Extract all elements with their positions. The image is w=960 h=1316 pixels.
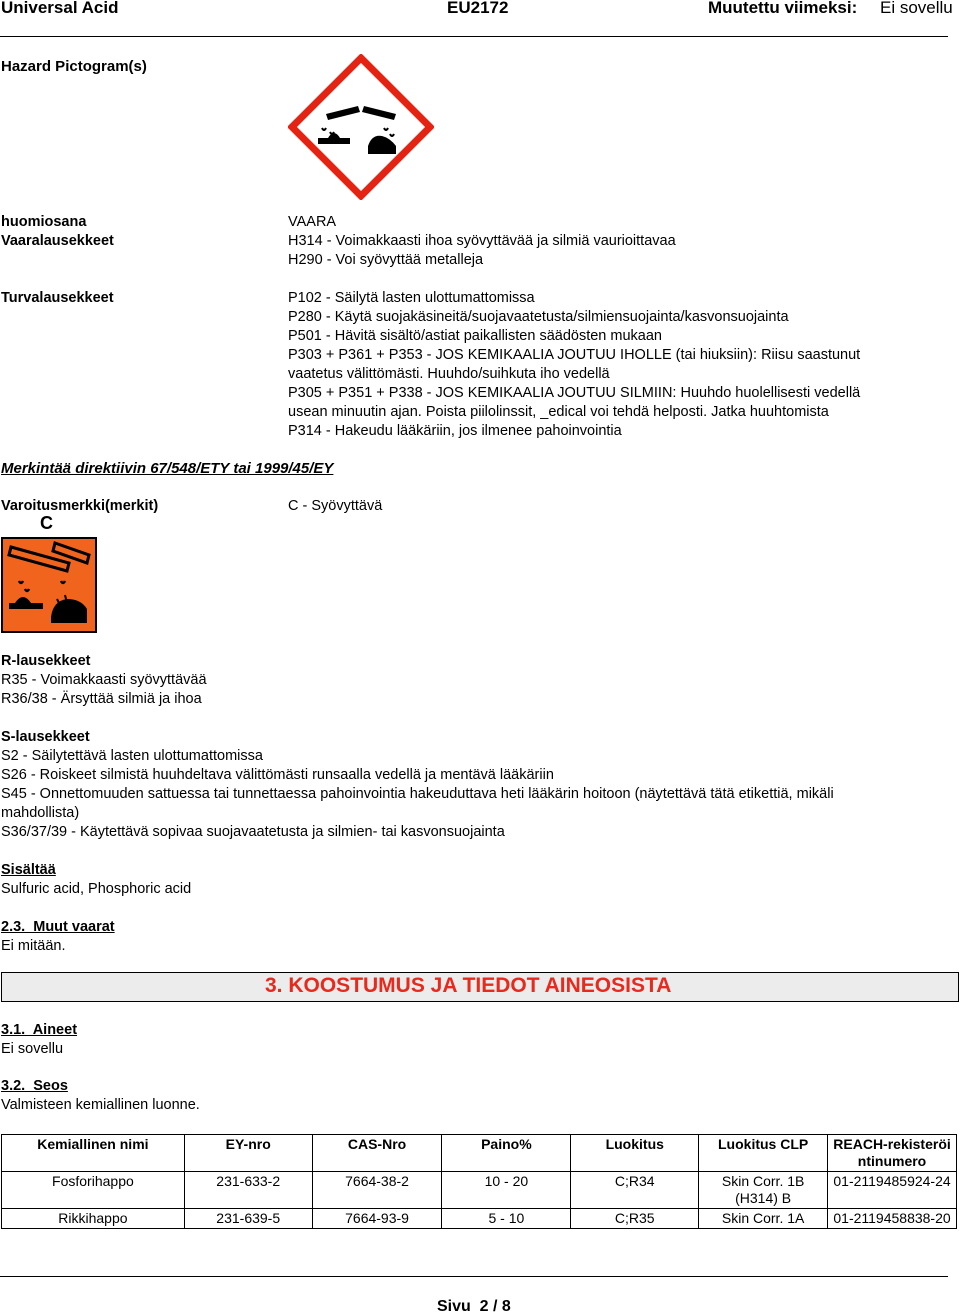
footer-divider (0, 1276, 948, 1277)
mixtures-value: Valmisteen kemiallinen luonne. (1, 1097, 200, 1113)
substances-heading: 3.1. Aineet (1, 1022, 78, 1038)
warning-symbol-label: Varoitusmerkki(merkit) (1, 498, 159, 514)
s-phrase: S45 - Onnettomuuden sattuessa tai tunnettaessa pahoinvointia hakeuduttava heti lääkärin hoitoon (näytettävä tätä etikettiä, mikäli (1, 786, 834, 802)
revised-value: Ei sovellu (880, 0, 953, 17)
other-hazards-value: Ei mitään. (1, 938, 66, 954)
substances-value: Ei sovellu (1, 1041, 64, 1057)
table-header-row (2, 1135, 957, 1172)
cell-cas-number: 7664-38-2 (312, 1172, 442, 1209)
revised-label: Muutettu viimeksi: (708, 0, 858, 17)
r-phrase: R36/38 - Ärsyttää silmiä ja ihoa (1, 691, 202, 707)
composition-table (1, 1134, 957, 1229)
pictogram-heading: Hazard Pictogram(s) (1, 58, 147, 75)
precautionary-line: P303 + P361 + P353 - JOS KEMIKAALIA JOUTUU IHOLLE (tai hiuksiin): Riisu saastunut (288, 347, 861, 363)
precautionary-line: P280 - Käytä suojakäsineitä/suojavaatetusta/silmiensuojainta/kasvonsuojainta (288, 309, 789, 325)
precautionary-line: P314 - Hakeudu lääkäriin, jos ilmenee pahoinvointia (288, 423, 622, 439)
contains-heading: Sisältää (1, 862, 56, 878)
hazard-statement: H314 - Voimakkaasti ihoa syövyttävää ja silmiä vaurioittavaa (288, 233, 676, 249)
signal-word-label: huomiosana (1, 214, 87, 230)
directive-heading: Merkintää direktiivin 67/548/ETY tai 1999/45/EY (1, 460, 334, 477)
col-header: Kemiallinen nimi (2, 1135, 185, 1172)
ghs-corrosion-icon (288, 54, 434, 200)
cell-reach-number: 01-2119485924-24 (828, 1172, 957, 1209)
mixtures-heading: 3.2. Seos (1, 1078, 68, 1094)
precautionary-line: P305 + P351 + P338 - JOS KEMIKAALIA JOUTUU SILMIIN: Huuhdo huolellisesti vedellä (288, 385, 861, 401)
cell-ec-number: 231-639-5 (184, 1209, 312, 1229)
col-header: CAS-Nro (312, 1135, 442, 1172)
cell-classification: C;R35 (571, 1209, 699, 1229)
cell-ec-number: 231-633-2 (184, 1172, 312, 1209)
cell-classification: C;R34 (571, 1172, 699, 1209)
other-hazards-heading: 2.3. Muut vaarat (1, 919, 115, 935)
orange-corrosive-icon (1, 537, 97, 633)
warning-symbol-value: C - Syövyttävä (288, 498, 383, 514)
col-header: Luokitus CLP (699, 1135, 828, 1172)
symbol-letter: C (40, 513, 53, 533)
table-row (2, 1209, 957, 1229)
signal-word-value: VAARA (288, 214, 337, 230)
contains-value: Sulfuric acid, Phosphoric acid (1, 881, 192, 897)
s-phrase: S36/37/39 - Käytettävä sopivaa suojavaatetusta ja silmien- tai kasvonsuojainta (1, 824, 505, 840)
s-phrase: mahdollista) (1, 805, 80, 821)
hazard-statement: H290 - Voi syövyttää metalleja (288, 252, 484, 268)
col-header: EY-nro (184, 1135, 312, 1172)
precautionary-line: usean minuutin ajan. Poista piilolinssit, _edical voi tehdä helposti. Jatka huuhtomista (288, 404, 829, 420)
cell-reach-number: 01-2119458838-20 (828, 1209, 957, 1229)
r-phrases-heading: R-lausekkeet (1, 653, 91, 669)
cell-chemical-name: Rikkihappo (2, 1209, 185, 1229)
page-number: Sivu 2 / 8 (437, 1298, 511, 1315)
product-name: Universal Acid (1, 0, 119, 17)
precautionary-line: P501 - Hävitä sisältö/astiat paikallisten säädösten mukaan (288, 328, 662, 344)
precautionary-line: P102 - Säilytä lasten ulottumattomissa (288, 290, 535, 306)
col-header: Paino% (442, 1135, 571, 1172)
col-header: REACH-rekisteröi ntinumero (828, 1135, 957, 1172)
section-3-title: 3. KOOSTUMUS JA TIEDOT AINEOSISTA (265, 974, 672, 997)
s-phrase: S26 - Roiskeet silmistä huuhdeltava välittömästi runsaalla vedellä ja mentävä lääkäriin (1, 767, 554, 783)
cell-chemical-name: Fosforihappo (2, 1172, 185, 1209)
cell-cas-number: 7664-93-9 (312, 1209, 442, 1229)
precautionary-line: vaatetus välittömästi. Huuhdo/suihkuta iho vedellä (288, 366, 610, 382)
hazard-statements-label: Vaaralausekkeet (1, 233, 114, 249)
col-header: Luokitus (571, 1135, 699, 1172)
precautionary-statements-label: Turvalausekkeet (1, 290, 114, 306)
table-row (2, 1172, 957, 1209)
r-phrase: R35 - Voimakkaasti syövyttävää (1, 672, 207, 688)
product-code: EU2172 (447, 0, 509, 17)
cell-weight-percent: 10 - 20 (442, 1172, 571, 1209)
cell-classification-clp: Skin Corr. 1A (699, 1209, 828, 1229)
s-phrases-heading: S-lausekkeet (1, 729, 90, 745)
header-divider (0, 36, 948, 37)
cell-weight-percent: 5 - 10 (442, 1209, 571, 1229)
cell-classification-clp: Skin Corr. 1B (H314) B (699, 1172, 828, 1209)
s-phrase: S2 - Säilytettävä lasten ulottumattomissa (1, 748, 263, 764)
